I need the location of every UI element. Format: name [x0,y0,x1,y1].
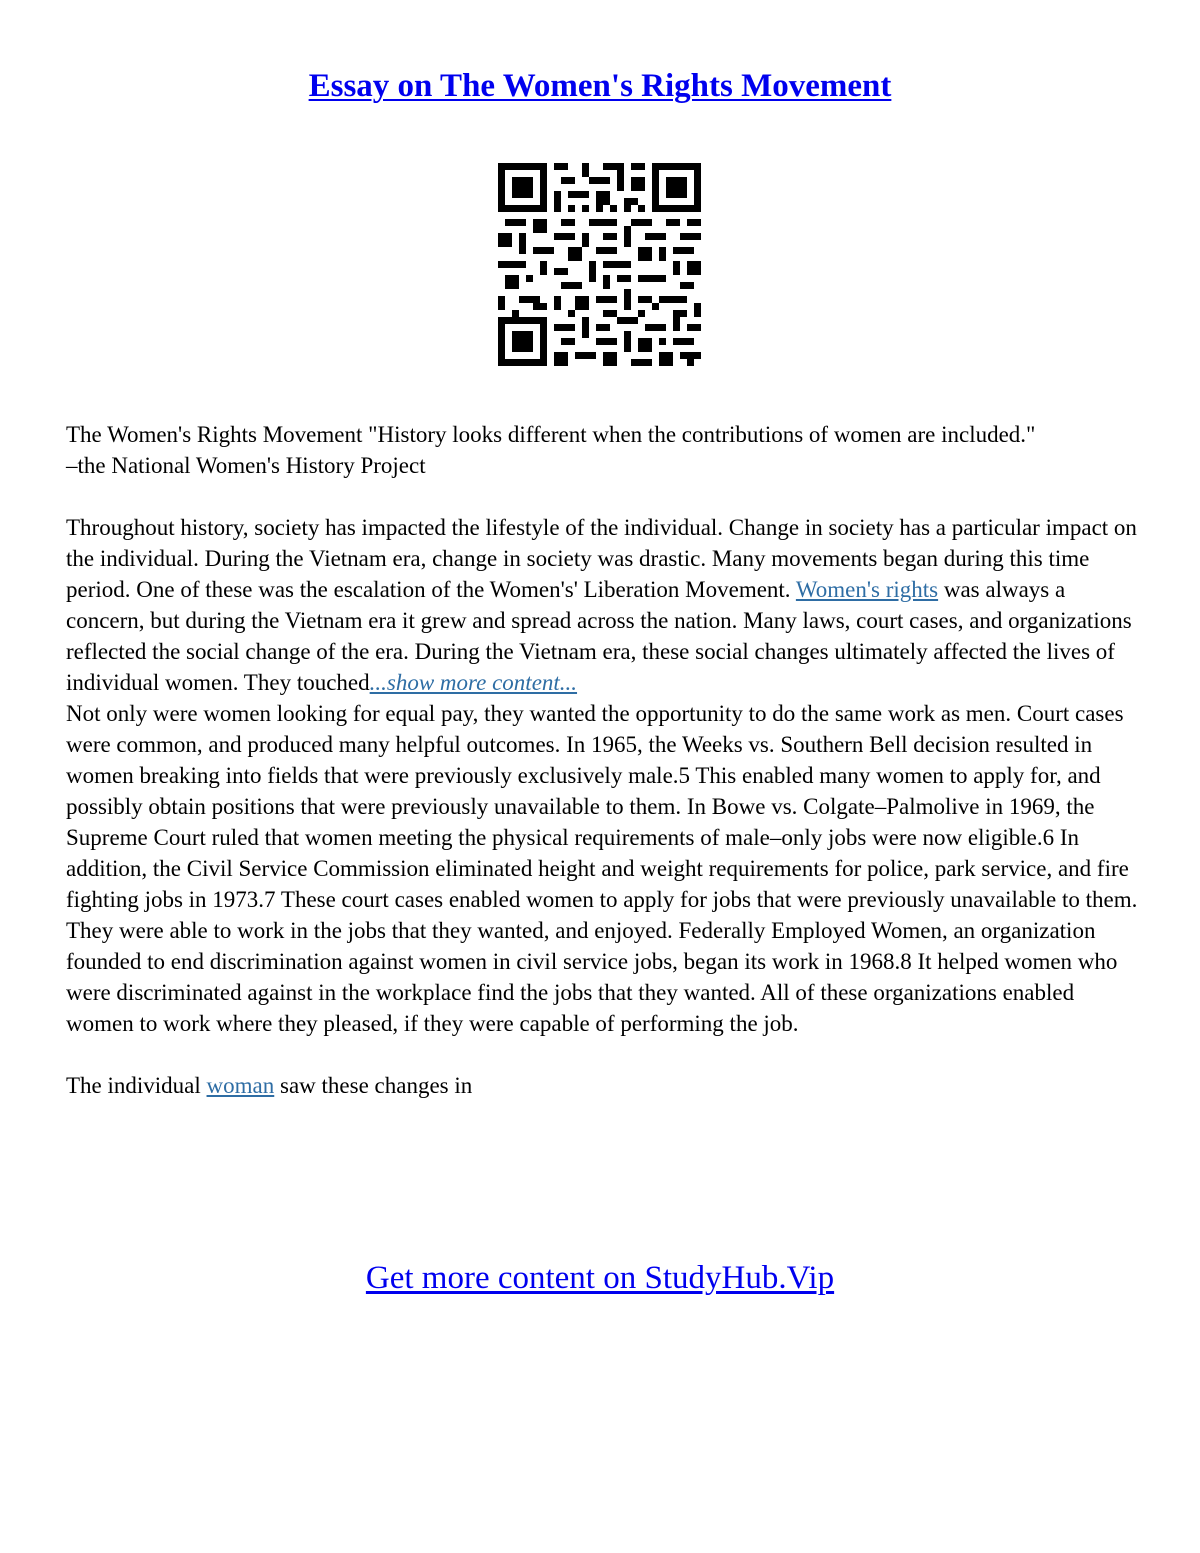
title-link[interactable]: Essay on The Women's Rights Movement [308,68,892,104]
woman-link[interactable]: woman [206,1073,275,1098]
paragraph-gap [66,1039,1146,1070]
paragraph-1-text: Throughout history, society has impacted the lifestyle of the individual. Change in society has a particular impact on the individual. During the Vietnam era, change in society was drastic. Many movements began during this time period. One of these was the escalation of the Women's' Liberation Movement. [66,515,1137,602]
essay-paragraph-2: Not only were women looking for equal pay, they wanted the opportunity to do the same work as men. Court cases were common, and produced many helpful outcomes. In 1965, the Weeks vs. Southern Bell decision resulted in women breaking into fields that were previously exclusively male.5 This enabled many women to apply for, and possibly obtain positions that were previously unavailable to them. In Bowe vs. Colgate–Palmolive in 1969, the Supreme Court ruled that women meeting the physical requirements of male–only jobs were now eligible.6 In addition, the Civil Service Commission eliminated height and weight requirements for police, park service, and fire fighting jobs in 1973.7 These court cases enabled women to apply for jobs that were previously unavailable to them. They were able to work in the jobs that they wanted, and enjoyed. Federally Employed Women, an organization founded to end discrimination against women in civil service jobs, began its work in 1968.8 It helped women who were discriminated against in the workplace find the jobs that they wanted. All of these organizations enabled women to work where they pleased, if they were capable of performing the job. [66,701,1138,1036]
qr-code-icon [498,163,701,366]
footer [0,1256,1200,1300]
get-more-content-link[interactable]: Get more content on StudyHub.Vip [365,1260,835,1296]
paragraph-gap [66,481,1146,512]
paragraph-3-text: The individual [66,1073,207,1098]
paragraph-3-text-continued: saw these changes in [274,1073,473,1098]
womens-rights-link[interactable]: Women's rights [795,577,939,602]
paragraph-1-text-continued: was always a concern, but during the Vietnam era it grew and spread across the nation. Many laws, court cases, and organizations reflected the social change of the era. During the Vietnam era, these social changes ultimately affected the lives of individual women. They touched [66,577,1132,695]
document-title [0,62,1200,110]
intro-quote-text: The Women's Rights Movement "History looks different when the contributions of women are included." [66,422,1036,447]
essay-body [66,419,1146,1101]
intro-quote [66,419,1146,481]
intro-attribution: –the National Women's History Project [66,453,426,478]
show-more-link[interactable]: ...show more content... [369,670,578,695]
essay-paragraph-1 [66,512,1146,698]
essay-paragraph-3 [66,1070,1146,1101]
